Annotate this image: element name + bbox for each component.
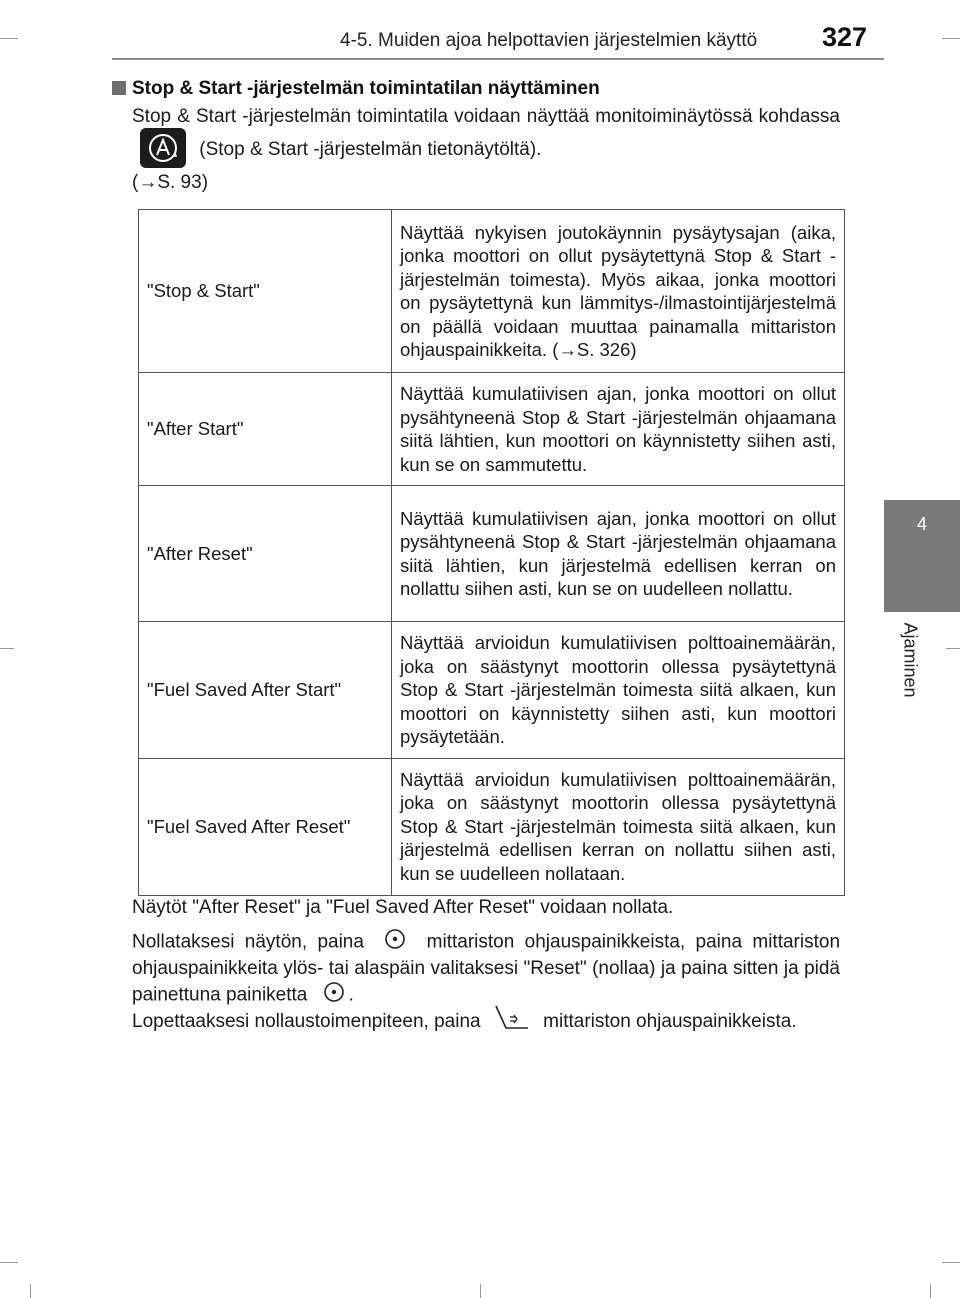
chapter-side-label [872, 612, 948, 732]
crop-mark [480, 1284, 481, 1298]
crop-mark [0, 1262, 18, 1263]
reset-instr-text-3: . [348, 984, 354, 1006]
chapter-title: 4-5. Muiden ajoa helpottavien järjestelmien käyttö [340, 30, 758, 51]
crop-mark [946, 648, 960, 649]
cancel-text-1: Lopettaaksesi nollaustoimenpiteen, paina [132, 1011, 481, 1033]
header-divider [112, 58, 884, 60]
reset-instructions [132, 928, 840, 1010]
table-term: "Stop & Start" [139, 210, 392, 373]
table-row [139, 758, 845, 895]
table-term: "Fuel Saved After Start" [139, 622, 392, 759]
table-description: Näyttää arvioidun kumulatiivisen polttoainemäärän, joka on säästynyt moottorin ollessa pysäytettynä Stop & Start -järjestelmän toimesta siitä alkaen, kun järjestelmä edellisen kerran on nollattu siihen asti, kun se uudelleen nollataan. [392, 758, 845, 895]
section-title-text: Stop & Start -järjestelmän toimintatilan näyttäminen [132, 78, 600, 99]
crop-mark [942, 1262, 960, 1263]
crop-mark [0, 38, 18, 39]
reset-instr-text-1: Nollataksesi näytön, paina [132, 931, 364, 953]
table-description: Näyttää kumulatiivisen ajan, jonka moottori on ollut pysähtyneenä Stop & Start -järjestelmän ohjaamana siitä lähtien, kun moottori on käynnistetty siihen asti, kun se on sammutettu. [392, 373, 845, 486]
cancel-instructions [132, 1002, 840, 1042]
chapter-tab-number: 4 [916, 514, 927, 534]
crop-mark [0, 648, 14, 649]
crop-mark [930, 1284, 931, 1298]
table-row [139, 373, 845, 486]
table-description: Näyttää arvioidun kumulatiivisen polttoainemäärän, joka on säästynyt moottorin ollessa pysäytettynä Stop & Start -järjestelmän toimesta siitä alkaen, kun moottori on käynnistetty siihen asti, kun moottori pysäytetään. [392, 622, 845, 759]
ok-button-icon [384, 928, 406, 957]
table-description: Näyttää kumulatiivisen ajan, jonka moottori on ollut pysähtyneenä Stop & Start -järjestelmän ohjaamana siitä lähtien, kun järjestelmä edellisen kerran on nollattu siihen asti, kun se on uudelleen nollattu. [392, 486, 845, 622]
intro-text-1: Stop & Start -järjestelmän toimintatila voidaan näyttää monitoiminäytössä kohdassa [132, 106, 840, 127]
reset-info [132, 896, 840, 920]
table-term: "After Reset" [139, 486, 392, 622]
section-bullet-icon [112, 81, 126, 95]
table-row [139, 210, 845, 373]
stop-start-display-icon [140, 128, 186, 168]
intro-text-2: (Stop & Start -järjestelmän tietonäytöltä). [199, 139, 542, 161]
crop-mark [942, 38, 960, 39]
back-button-icon [492, 1002, 532, 1042]
intro-paragraph [132, 104, 840, 196]
chapter-side-label-text: Ajaminen [900, 622, 921, 698]
reset-info-text: Näytöt "After Reset" ja "Fuel Saved After Reset" voidaan nollata. [132, 897, 674, 918]
stop-start-modes-table [138, 209, 845, 896]
table-term: "Fuel Saved After Reset" [139, 758, 392, 895]
intro-page-ref: (→S. 93) [132, 172, 209, 193]
page-number: 327 [822, 22, 868, 52]
reset-instr-text-2: mittariston ohjauspainikkeista, paina mittariston ohjauspainikkeita ylös- tai alaspäin valitaksesi "Reset" (nollaa) ja paina sitten ja pidä painettuna painiketta [132, 931, 841, 1006]
table-description: Näyttää nykyisen joutokäynnin pysäytysajan (aika, jonka moottori on ollut pysäytettynä Stop & Start -järjestelmän toimesta). Myös aikaa, jonka moottori on pysäytettynä kun lämmitys-/ilmastointijärjestelmä on päällä voidaan muuttaa painamalla mittariston ohjauspainikkeita. (→S. 326) [392, 210, 845, 373]
cancel-text-2: mittariston ohjauspainikkeista. [543, 1011, 797, 1033]
table-row [139, 622, 845, 759]
crop-mark [30, 1284, 31, 1298]
table-term: "After Start" [139, 373, 392, 486]
chapter-tab [884, 500, 960, 612]
table-row [139, 486, 845, 622]
section-title [112, 78, 600, 100]
